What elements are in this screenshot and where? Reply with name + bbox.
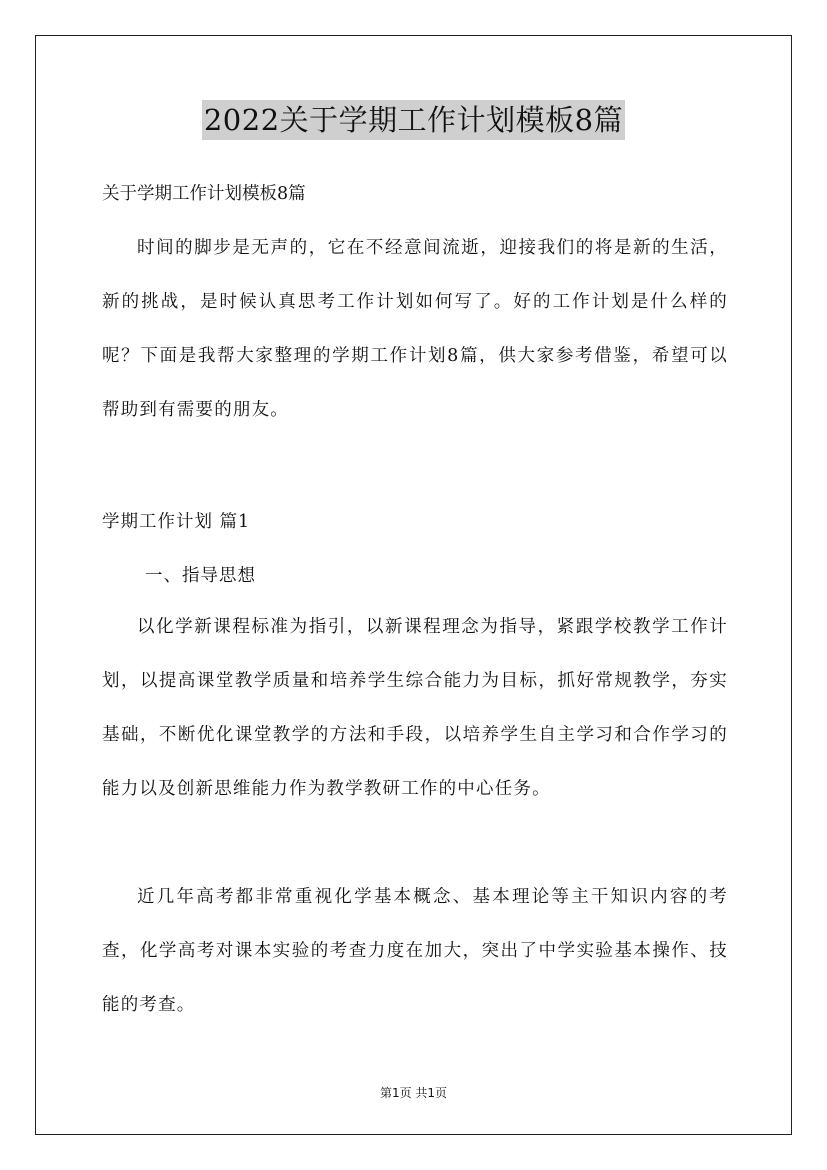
section-heading: 学期工作计划 篇1 (102, 512, 251, 532)
title-container (0, 100, 827, 140)
page-footer: 第1页 共1页 (379, 1086, 448, 1100)
body-paragraph-2: 近几年高考都非常重视化学基本概念、基本理论等主干知识内容的考查，化学高考对课本实验的考查力度在加大，突出了中学实验基本操作、技能的考查。 (102, 887, 728, 1015)
body-paragraph-1: 以化学新课程标准为指引，以新课程理念为指导，紧跟学校教学工作计划，以提高课堂教学质量和培养学生综合能力为目标，抓好常规教学，夯实基础，不断优化课堂教学的方法和手段，以培养学生自主学习和合作学习的能力以及创新思维能力作为教学教研工作的中心任务。 (102, 617, 728, 799)
document-subtitle: 关于学期工作计划模板8篇 (102, 184, 306, 204)
subsection-heading: 一、指导思想 (145, 566, 256, 586)
intro-paragraph: 时间的脚步是无声的，它在不经意间流逝，迎接我们的将是新的生活，新的挑战，是时候认真思考工作计划如何写了。好的工作计划是什么样的呢？下面是我帮大家整理的学期工作计划8篇，供大家参考借鉴，希望可以帮助到有需要的朋友。 (102, 238, 728, 420)
document-title: 2022关于学期工作计划模板8篇 (202, 100, 625, 140)
